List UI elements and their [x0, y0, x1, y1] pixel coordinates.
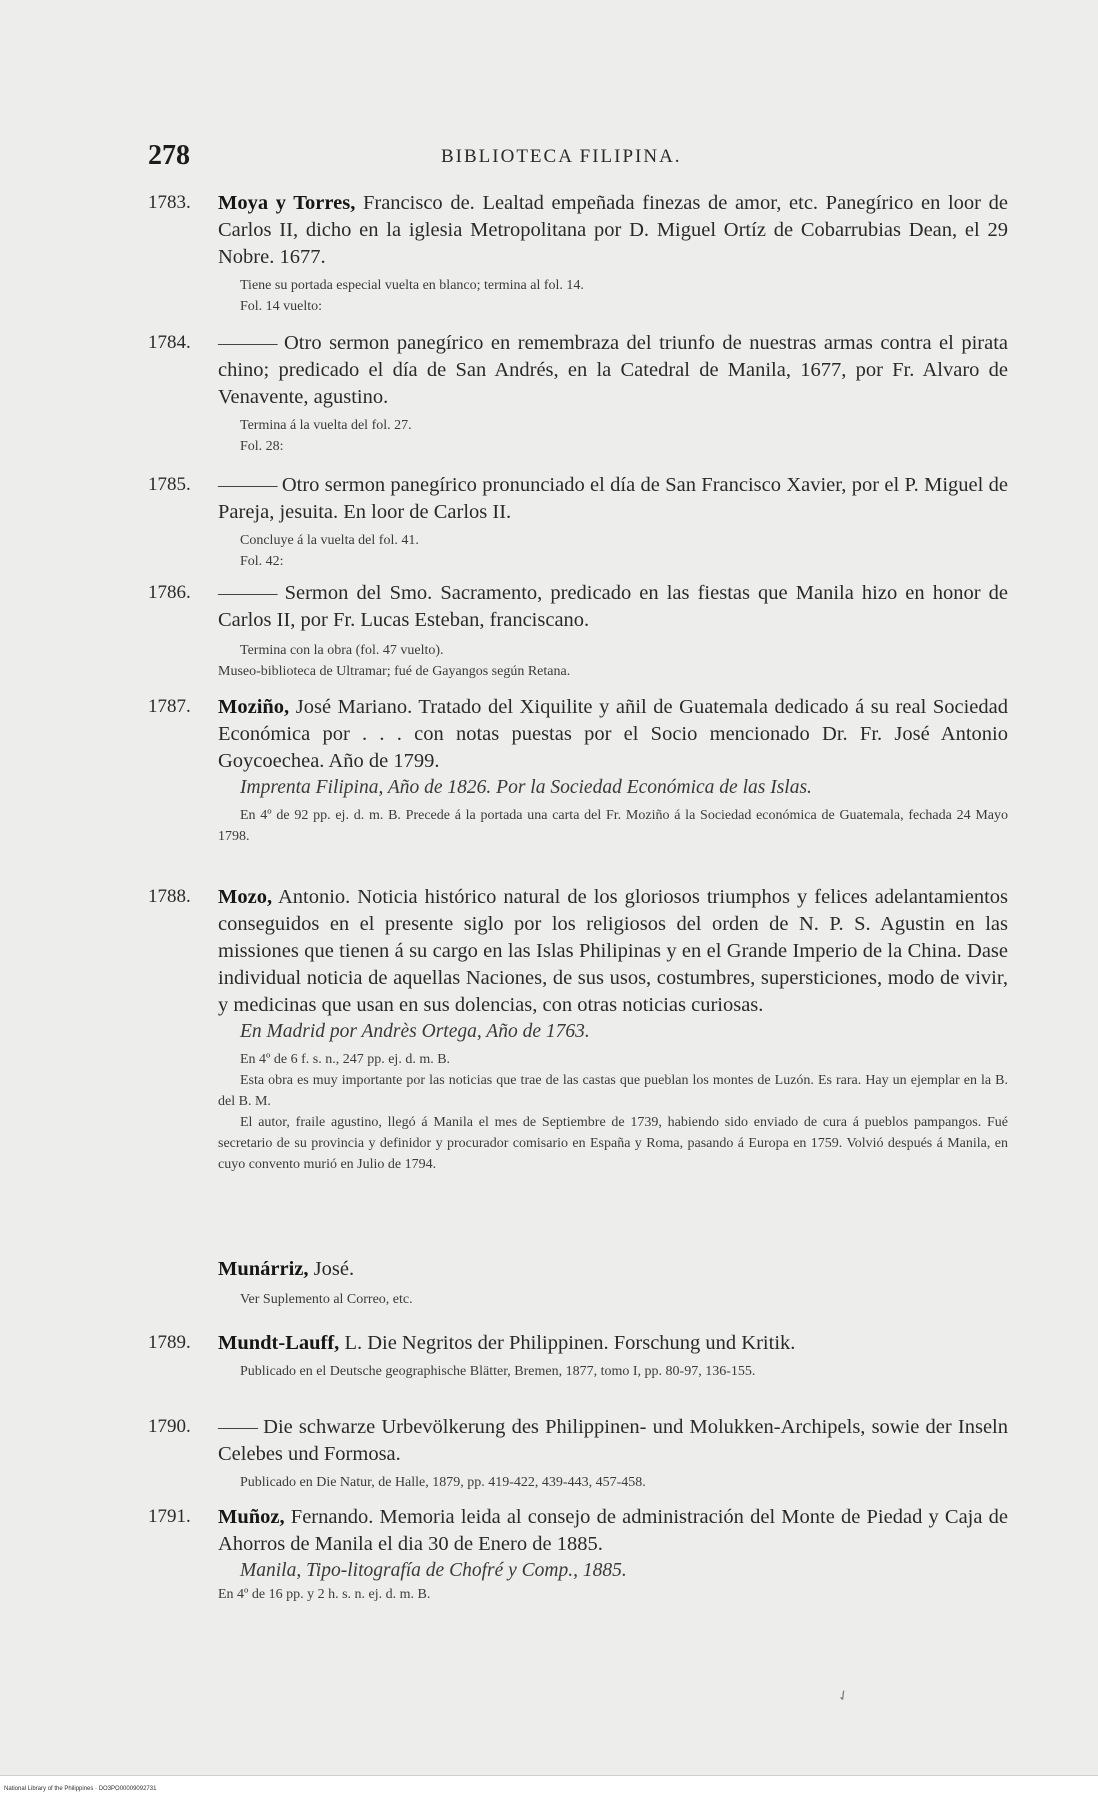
entry-title: Otro sermon panegírico en remembraza del triunfo de nuestras armas contra el pirata chino; predicado el día de San Andrés, en la Catedral de Manila, 1677, por Fr. Alvaro de Venavente, agustino.: [218, 332, 1008, 408]
entry-note: El autor, fraile agustino, llegó á Manila el mes de Septiembre de 1739, habiendo sido enviado de cura á pueblos pampangos. Fué secretario de su provincia y definidor y procurador comisario en España y Roma, pasando á Europa en 1759. Volvió después á Manila, en cuyo convento murió en Julio de 1794.: [218, 1115, 1008, 1172]
entry-1786: [148, 580, 1008, 682]
entry-1788: [148, 884, 1008, 1175]
entry-1784: [148, 330, 1008, 457]
entry-number: 1789.: [148, 1332, 191, 1353]
entry-1785: [148, 472, 1008, 572]
entry-text: [218, 1330, 1008, 1357]
entry-number: [148, 1256, 218, 1310]
entry-1790: [148, 1414, 1008, 1493]
entry-author: Munárriz,: [218, 1258, 309, 1280]
entry-title: Fernando. Memoria leida al consejo de administración del Monte de Piedad y Caja de Ahorros de Manila el dia 30 de Enero de 1885.: [218, 1506, 1008, 1555]
entry-note: En 4º de 92 pp. ej. d. m. B. Precede á la portada una carta del Fr. Moziño á la Sociedad económica de Guatemala, fechada 24 Mayo 1798.: [218, 808, 1008, 844]
entry-number: 1784.: [148, 332, 191, 353]
ditto-dash: ———: [218, 332, 277, 354]
entry-text: [218, 694, 1008, 775]
entry-author: Moziño,: [218, 696, 290, 718]
entry-text: [218, 580, 1008, 634]
entry-author: Mundt-Lauff,: [218, 1332, 340, 1354]
entry-number: 1788.: [148, 886, 191, 907]
running-title: BIBLIOTECA FILIPINA.: [441, 146, 682, 167]
entry-munarriz: [148, 1256, 1008, 1310]
entry-text: [218, 884, 1008, 1019]
entry-note: Publicado en Die Natur, de Halle, 1879, pp. 419-422, 439-443, 457-458.: [240, 1475, 646, 1490]
entry-title: Die schwarze Urbevölkerung des Philippinen- und Molukken-Archipels, sowie der Inseln Celebes und Formosa.: [218, 1416, 1008, 1465]
scan-credit: National Library of the Philippines · DO3PO00009092731: [4, 1786, 157, 1792]
entry-number: 1786.: [148, 582, 191, 603]
scan-artifact-mark: ✓: [835, 1687, 853, 1706]
scan-footer: [0, 1775, 1098, 1794]
entry-note: Fol. 42:: [240, 554, 284, 569]
entry-author: Moya y Torres,: [218, 192, 356, 214]
entry-note: Fol. 14 vuelto:: [240, 299, 323, 314]
page-header: [148, 140, 948, 180]
entry-note: En 4º de 6 f. s. n., 247 pp. ej. d. m. B.: [240, 1052, 451, 1067]
entry-number: 1783.: [148, 192, 191, 213]
entry-title: José.: [308, 1258, 355, 1280]
entry-imprint: En Madrid por Andrès Ortega, Año de 1763.: [240, 1021, 590, 1042]
entry-1789: [148, 1330, 1008, 1382]
entry-title: L. Die Negritos der Philippinen. Forschung und Kritik.: [339, 1332, 796, 1354]
entry-1787: [148, 694, 1008, 847]
entry-note: Termina con la obra (fol. 47 vuelto).: [240, 643, 444, 658]
entry-note: Publicado en el Deutsche geographische Blätter, Bremen, 1877, tomo I, pp. 80-97, 136-155.: [240, 1364, 756, 1379]
entry-note: Ver Suplemento al Correo, etc.: [240, 1292, 413, 1307]
entry-1791: [148, 1504, 1008, 1605]
entry-title: José Mariano. Tratado del Xiquilite y añil de Guatemala dedicado á su real Sociedad Económica por . . . con notas puestas por el Socio mencionado Dr. Fr. José Antonio Goycoechea. Año de 1799.: [218, 696, 1008, 772]
ditto-dash: ——: [218, 1416, 257, 1438]
entry-title: Sermon del Smo. Sacramento, predicado en las fiestas que Manila hizo en honor de Carlos II, por Fr. Lucas Esteban, franciscano.: [218, 582, 1008, 631]
entry-text: [218, 1414, 1008, 1468]
entry-1783: [148, 190, 1008, 317]
page-number: 278: [148, 140, 190, 171]
entry-number: 1787.: [148, 696, 191, 717]
entry-title: Otro sermon panegírico pronunciado el día de San Francisco Xavier, por el P. Miguel de Pareja, jesuita. En loor de Carlos II.: [218, 474, 1008, 523]
ditto-dash: ———: [218, 582, 277, 604]
entry-number: 1790.: [148, 1416, 191, 1437]
entry-imprint: Manila, Tipo-litografía de Chofré y Comp., 1885.: [240, 1560, 627, 1581]
entry-text: [218, 190, 1008, 271]
entry-note: Museo-biblioteca de Ultramar; fué de Gayangos según Retana.: [218, 664, 571, 679]
entry-author: Mozo,: [218, 886, 273, 908]
entry-number: 1785.: [148, 474, 191, 495]
entry-note: En 4º de 16 pp. y 2 h. s. n. ej. d. m. B.: [218, 1587, 431, 1602]
entry-title: Antonio. Noticia histórico natural de los gloriosos triumphos y felices adelantamientos conseguidos en el presente siglo por los religiosos del orden de N. P. S. Agustin en las missiones que tienen á su cargo en las Islas Philipinas y en el Grande Imperio de la China. Dase individual noticia de aquellas Naciones, de sus usos, costumbres, supersticiones, modo de vivir, y medicinas que usan en sus dolencias, con otras noticias curiosas.: [218, 886, 1008, 1016]
entry-text: [218, 330, 1008, 411]
entry-imprint: Imprenta Filipina, Año de 1826. Por la Sociedad Económica de las Islas.: [240, 777, 812, 798]
entry-note: Esta obra es muy importante por las noticias que trae de las castas que pueblan los montes de Luzón. Es rara. Hay un ejemplar en la B. del B. M.: [218, 1073, 1008, 1109]
entry-text: [218, 1504, 1008, 1558]
entry-note: Termina á la vuelta del fol. 27.: [240, 418, 412, 433]
entry-text: [218, 472, 1008, 526]
entry-author: Muñoz,: [218, 1506, 285, 1528]
ditto-dash: ———: [218, 474, 277, 496]
entry-title: Francisco de. Lealtad empeñada finezas de amor, etc. Panegírico en loor de Carlos II, dicho en la iglesia Metropolitana por D. Miguel Ortíz de Cobarrubias Dean, el 29 Nobre. 1677.: [218, 192, 1008, 268]
entry-note: Fol. 28:: [240, 439, 284, 454]
entry-text: [218, 1256, 1008, 1283]
entry-note: Tiene su portada especial vuelta en blanco; termina al fol. 14.: [240, 278, 584, 293]
entry-note: Concluye á la vuelta del fol. 41.: [240, 533, 419, 548]
entry-number: 1791.: [148, 1506, 191, 1527]
